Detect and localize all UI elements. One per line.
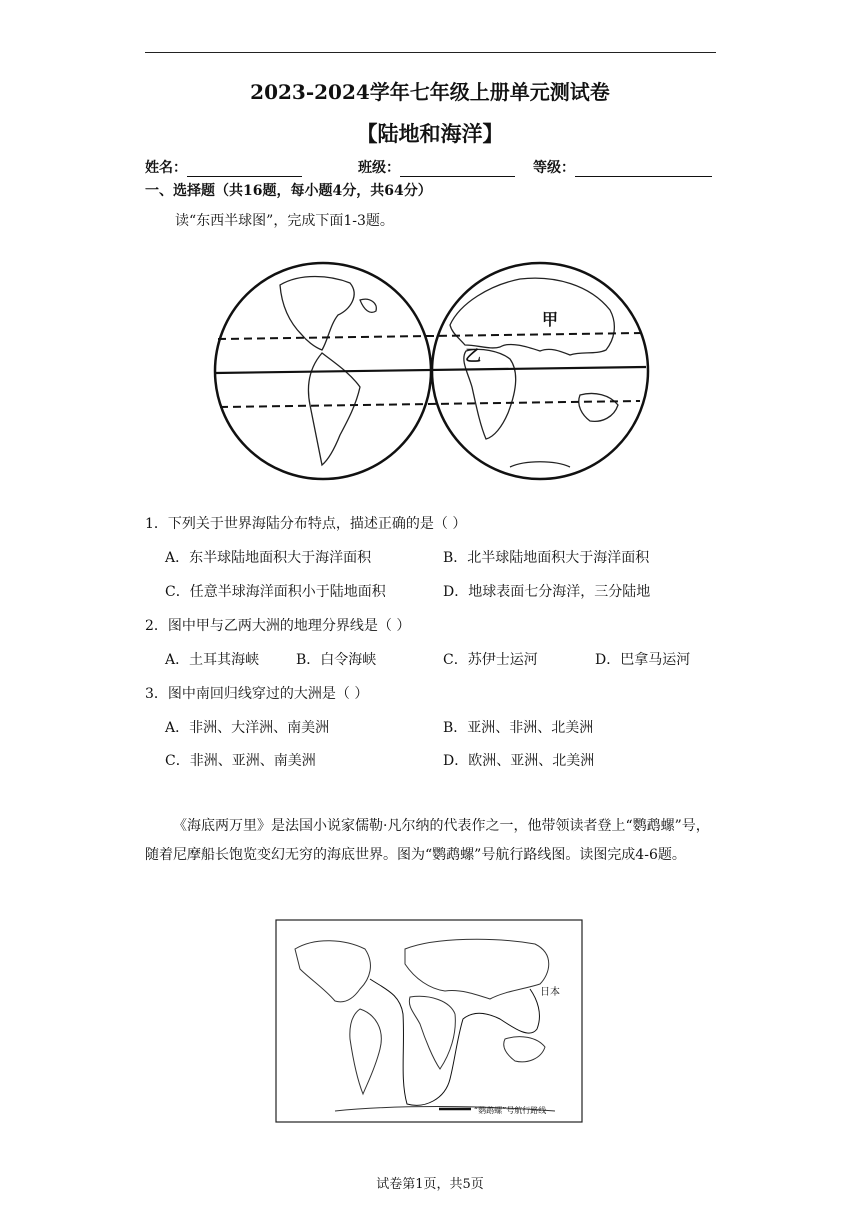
name-field[interactable] <box>145 157 302 177</box>
name-blank[interactable] <box>187 162 302 177</box>
question-1-option-d[interactable]: D．地球表面七分海洋，三分陆地 <box>443 584 651 600</box>
question-1-stem: 1．下列关于世界海陆分布特点，描述正确的是（ ） <box>145 516 467 532</box>
question-2-option-a[interactable]: A．土耳其海峡 <box>165 652 260 668</box>
question-3-option-c[interactable]: C．非洲、亚洲、南美洲 <box>165 753 316 769</box>
page-footer: 试卷第1页，共5页 <box>376 1177 484 1192</box>
section-intro: 读“东西半球图”，完成下面1-3题。 <box>175 213 394 229</box>
class-field[interactable] <box>358 157 515 177</box>
class-blank[interactable] <box>400 162 515 177</box>
question-1-option-a[interactable]: A．东半球陆地面积大于海洋面积 <box>165 550 372 566</box>
hemisphere-map <box>210 255 650 485</box>
exam-title: 2023-2024学年七年级上册单元测试卷 <box>250 80 610 104</box>
question-2-option-c[interactable]: C．苏伊士运河 <box>443 652 538 668</box>
question-1-option-c[interactable]: C．任意半球海洋面积小于陆地面积 <box>165 584 386 600</box>
question-2-stem: 2．图中甲与乙两大洲的地理分界线是（ ） <box>145 618 411 634</box>
question-1-option-b[interactable]: B．北半球陆地面积大于海洋面积 <box>443 550 650 566</box>
label-yi: 乙 <box>465 346 482 365</box>
question-3-option-d[interactable]: D．欧洲、亚洲、北美洲 <box>443 753 595 769</box>
label-jia: 甲 <box>542 310 559 329</box>
route-legend-label: “鹦鹉螺”号航行路线 <box>474 1106 547 1115</box>
question-3-stem: 3．图中南回归线穿过的大洲是（ ） <box>145 686 369 702</box>
question-2-option-b[interactable]: B．白令海峡 <box>296 652 377 668</box>
nautilus-route-map <box>275 919 583 1123</box>
grade-field[interactable] <box>533 157 712 177</box>
class-label: 班级： <box>358 160 400 176</box>
question-3-option-b[interactable]: B．亚洲、非洲、北美洲 <box>443 720 594 736</box>
grade-label: 等级： <box>533 160 575 176</box>
grade-blank[interactable] <box>575 162 712 177</box>
reading-passage: 《海底两万里》是法国小说家儒勒·凡尔纳的代表作之一，他带领读者登上“鹦鹉螺”号，随着尼摩船长饱览变幻无穷的海底世界。图为“鹦鹉螺”号航行路线图。读图完成4-6题。 <box>145 818 710 863</box>
eastern-hemisphere <box>432 263 648 479</box>
exam-subtitle: 【陆地和海洋】 <box>356 121 504 146</box>
name-label: 姓名： <box>145 160 187 176</box>
route-map-frame <box>276 920 582 1122</box>
top-rule <box>145 52 716 53</box>
question-2-option-d[interactable]: D．巴拿马运河 <box>595 652 691 668</box>
question-3-option-a[interactable]: A．非洲、大洋洲、南美洲 <box>165 720 330 736</box>
section-heading: 一、选择题（共16题，每小题4分，共64分） <box>145 183 432 199</box>
japan-label: 日本 <box>540 987 560 998</box>
